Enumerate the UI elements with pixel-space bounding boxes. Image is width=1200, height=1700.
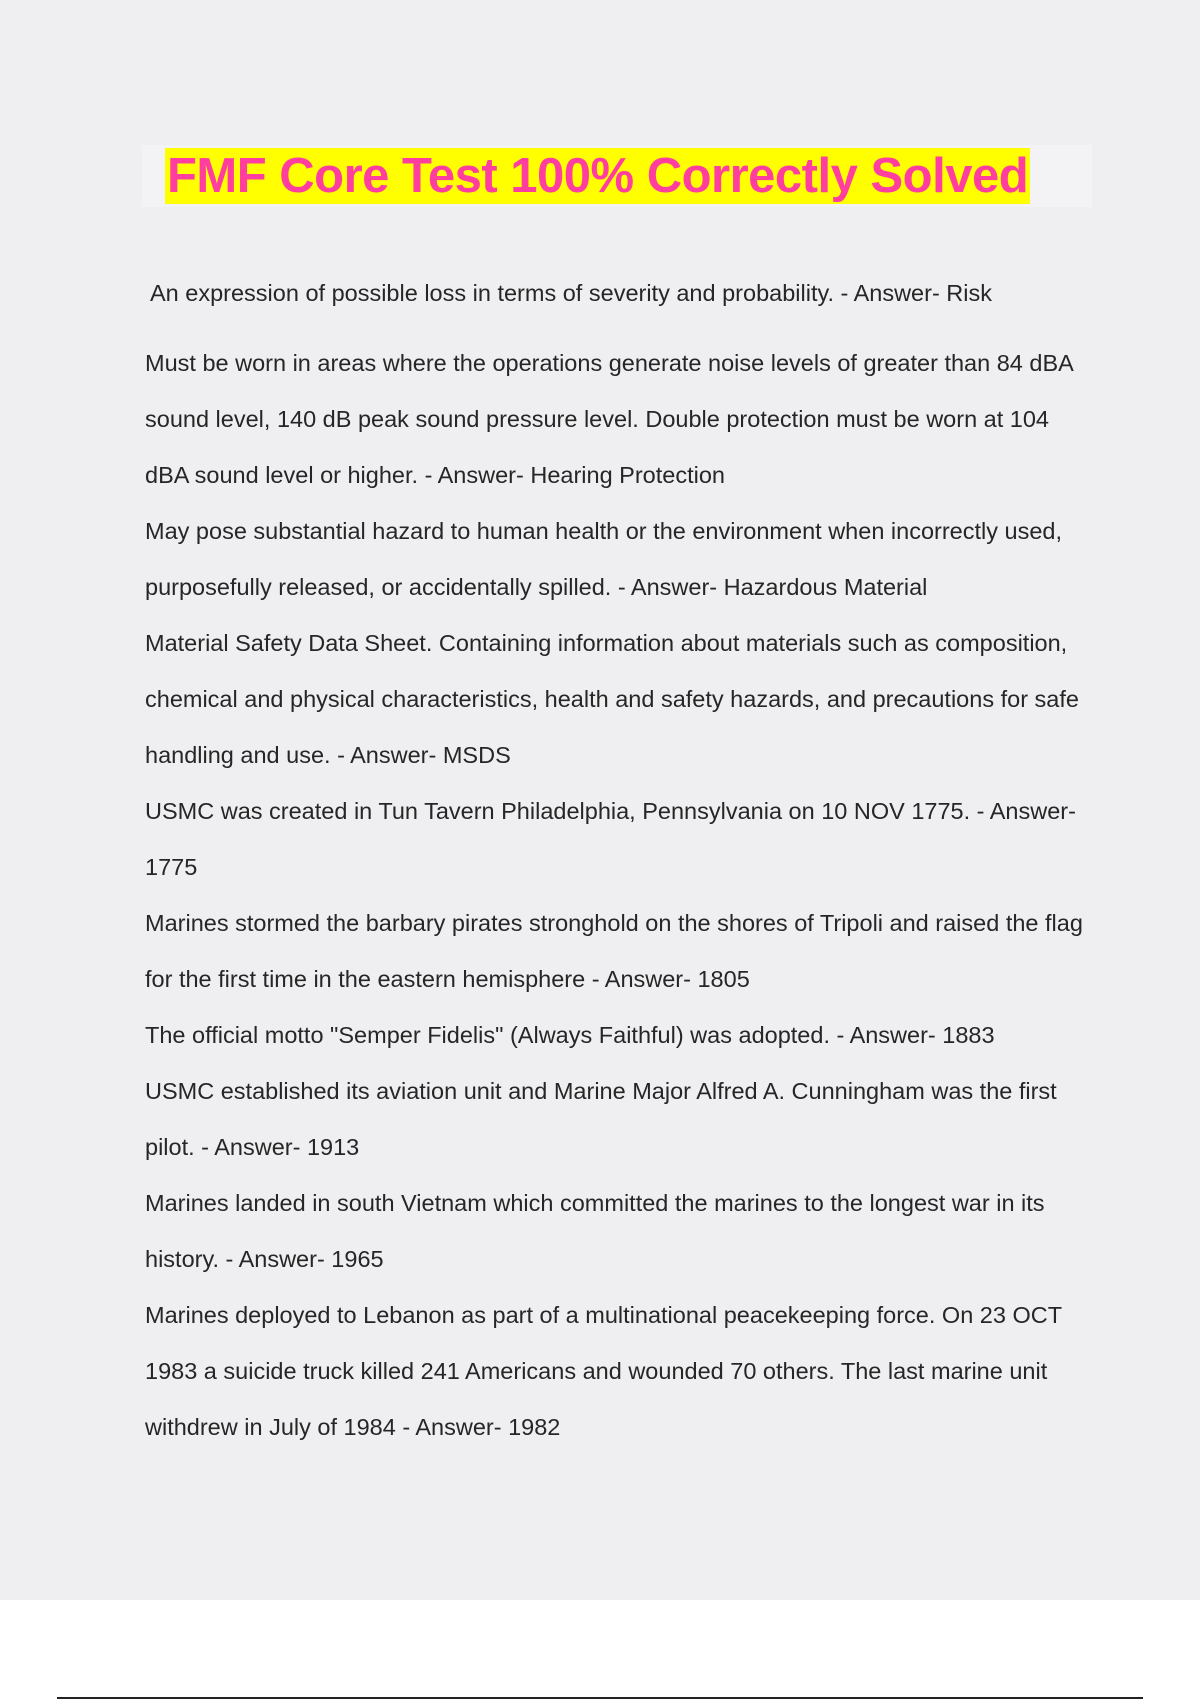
qa-entry-1805: Marines stormed the barbary pirates stronghold on the shores of Tripoli and raised the flag for the first time in the eastern hemisphere - Answer- 1805: [145, 910, 1083, 992]
qa-list: [145, 265, 1095, 1455]
document-title: FMF Core Test 100% Correctly Solved: [167, 149, 1029, 203]
footer-divider: [57, 1697, 1143, 1699]
qa-entry-1913: USMC established its aviation unit and Marine Major Alfred A. Cunningham was the first pilot. - Answer- 1913: [145, 1078, 1057, 1160]
qa-entry-1965: Marines landed in south Vietnam which committed the marines to the longest war in its history. - Answer- 1965: [145, 1190, 1045, 1272]
qa-entry-1982: Marines deployed to Lebanon as part of a multinational peacekeeping force. On 23 OCT 1983 a suicide truck killed 241 Americans and wounded 70 others. The last marine unit withdrew in July of 1984 - Answer- 1982: [145, 1302, 1062, 1440]
qa-entry-hazardous-material: May pose substantial hazard to human health or the environment when incorrectly used, purposefully released, or accidentally spilled. - Answer- Hazardous Material: [145, 518, 1063, 600]
qa-entry-1883: The official motto "Semper Fidelis" (Always Faithful) was adopted. - Answer- 1883: [145, 1022, 995, 1048]
qa-entry-hearing-protection: Must be worn in areas where the operations generate noise levels of greater than 84 dBA sound level, 140 dB peak sound pressure level. Double protection must be worn at 104 dBA sound level or higher. - Answer- Hearing Protection: [145, 350, 1073, 488]
qa-entry-1775: USMC was created in Tun Tavern Philadelphia, Pennsylvania on 10 NOV 1775. - Answer- 1775: [145, 798, 1076, 880]
qa-entry-risk: An expression of possible loss in terms of severity and probability. - Answer- Risk: [150, 280, 992, 306]
qa-entry-msds: Material Safety Data Sheet. Containing information about materials such as composition, chemical and physical characteristics, health and safety hazards, and precautions for safe handling and use. - Answer- MSDS: [145, 630, 1079, 768]
